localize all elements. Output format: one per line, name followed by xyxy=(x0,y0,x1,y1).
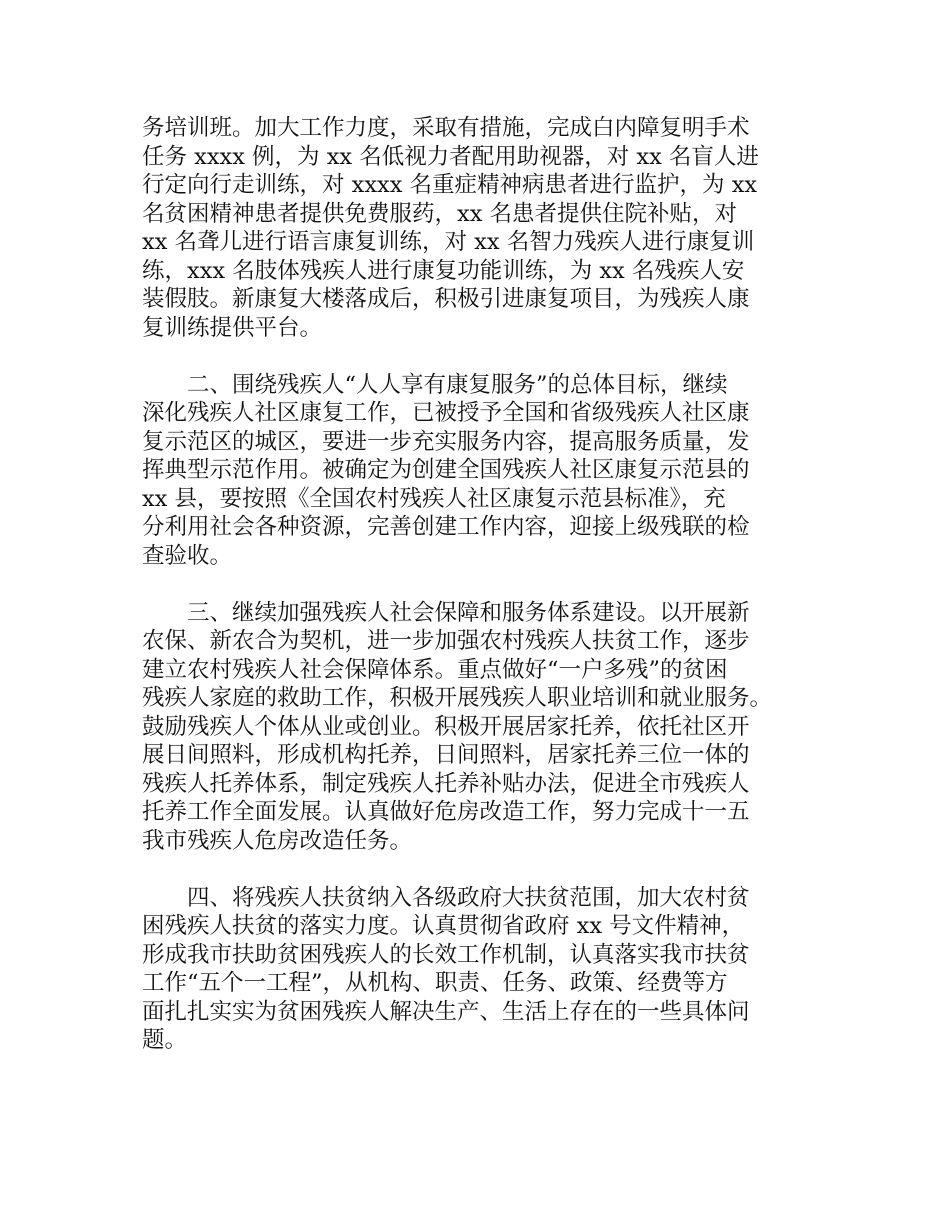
text-line: 四、将残疾人扶贫纳入各级政府大扶贫范围，加大农村贫 xyxy=(142,884,750,911)
text-line: xx 名聋儿进行语言康复训练，对 xx 名智力残疾人进行康复训 xyxy=(142,229,755,255)
text-line: 残疾人家庭的救助工作，积极开展残疾人职业培训和就业服务。 xyxy=(142,685,773,711)
text-line: 面扎扎实实为贫困残疾人解决生产、生活上存在的一些具体问 xyxy=(142,998,750,1025)
text-line: 三、继续加强残疾人社会保障和服务体系建设。以开展新 xyxy=(142,599,750,626)
text-line: 查验收。 xyxy=(142,542,233,569)
text-line: 分利用社会各种资源，完善创建工作内容，迎接上级残联的检 xyxy=(142,514,750,540)
text-line: 名贫困精神患者提供免费服药，xx 名患者提供住院补贴，对 xyxy=(142,200,738,227)
text-line: 托养工作全面发展。认真做好危房改造工作，努力完成十一五 xyxy=(142,799,750,825)
text-line: 困残疾人扶贫的落实力度。认真贯彻省政府 xx 号文件精神， xyxy=(142,913,745,939)
text-line: 复示范区的城区，要进一步充实服务内容，提高服务质量，发 xyxy=(142,428,750,455)
text-line: 复训练提供平台。 xyxy=(142,314,323,341)
text-line: 二、围绕残疾人“人人享有康复服务”的总体目标，继续 xyxy=(142,371,728,398)
text-line: 任务 xxxx 例，为 xx 名低视力者配用助视器，对 xx 名盲人进 xyxy=(142,143,759,170)
text-line: 挥典型示范作用。被确定为创建全国残疾人社区康复示范县的 xyxy=(142,457,750,483)
text-line: 务培训班。加大工作力度，采取有措施，完成白内障复明手术 xyxy=(142,115,750,141)
text-line: 建立农村残疾人社会保障体系。重点做好“一户多残”的贫困 xyxy=(142,656,728,683)
paragraph-spacer xyxy=(142,570,842,599)
paragraph-3 xyxy=(142,599,842,856)
paragraph-4 xyxy=(142,884,842,1055)
text-line: 展日间照料，形成机构托养，日间照料，居家托养三位一体的 xyxy=(142,742,750,768)
text-line: 我市残疾人危房改造任务。 xyxy=(142,827,413,854)
text-line: 鼓励残疾人个体从业或创业。积极开展居家托养，依托社区开 xyxy=(142,713,750,740)
paragraph-2 xyxy=(142,371,842,571)
text-line: 装假肢。新康复大楼落成后，积极引进康复项目，为残疾人康 xyxy=(142,286,750,312)
paragraph-spacer xyxy=(142,342,842,371)
text-line: xx 县，要按照《全国农村残疾人社区康复示范县标准》，充 xyxy=(142,485,726,512)
text-line: 农保、新农合为契机，进一步加强农村残疾人扶贫工作，逐步 xyxy=(142,628,750,654)
paragraph-spacer xyxy=(142,855,842,884)
text-line: 形成我市扶助贫困残疾人的长效工作机制，认真落实我市扶贫 xyxy=(142,941,750,968)
text-line: 残疾人托养体系，制定残疾人托养补贴办法，促进全市残疾人 xyxy=(142,770,750,797)
text-line: 题。 xyxy=(142,1027,188,1053)
paragraph-1 xyxy=(142,114,842,342)
text-line: 工作“五个一工程”，从机构、职责、任务、政策、经费等方 xyxy=(142,970,728,996)
document-body xyxy=(142,114,842,1055)
text-line: 深化残疾人社区康复工作，已被授予全国和省级残疾人社区康 xyxy=(142,400,750,426)
text-line: 练，xxx 名肢体残疾人进行康复功能训练，为 xx 名残疾人安 xyxy=(142,257,745,284)
text-line: 行定向行走训练，对 xxxx 名重症精神病患者进行监护，为 xx xyxy=(142,172,758,198)
